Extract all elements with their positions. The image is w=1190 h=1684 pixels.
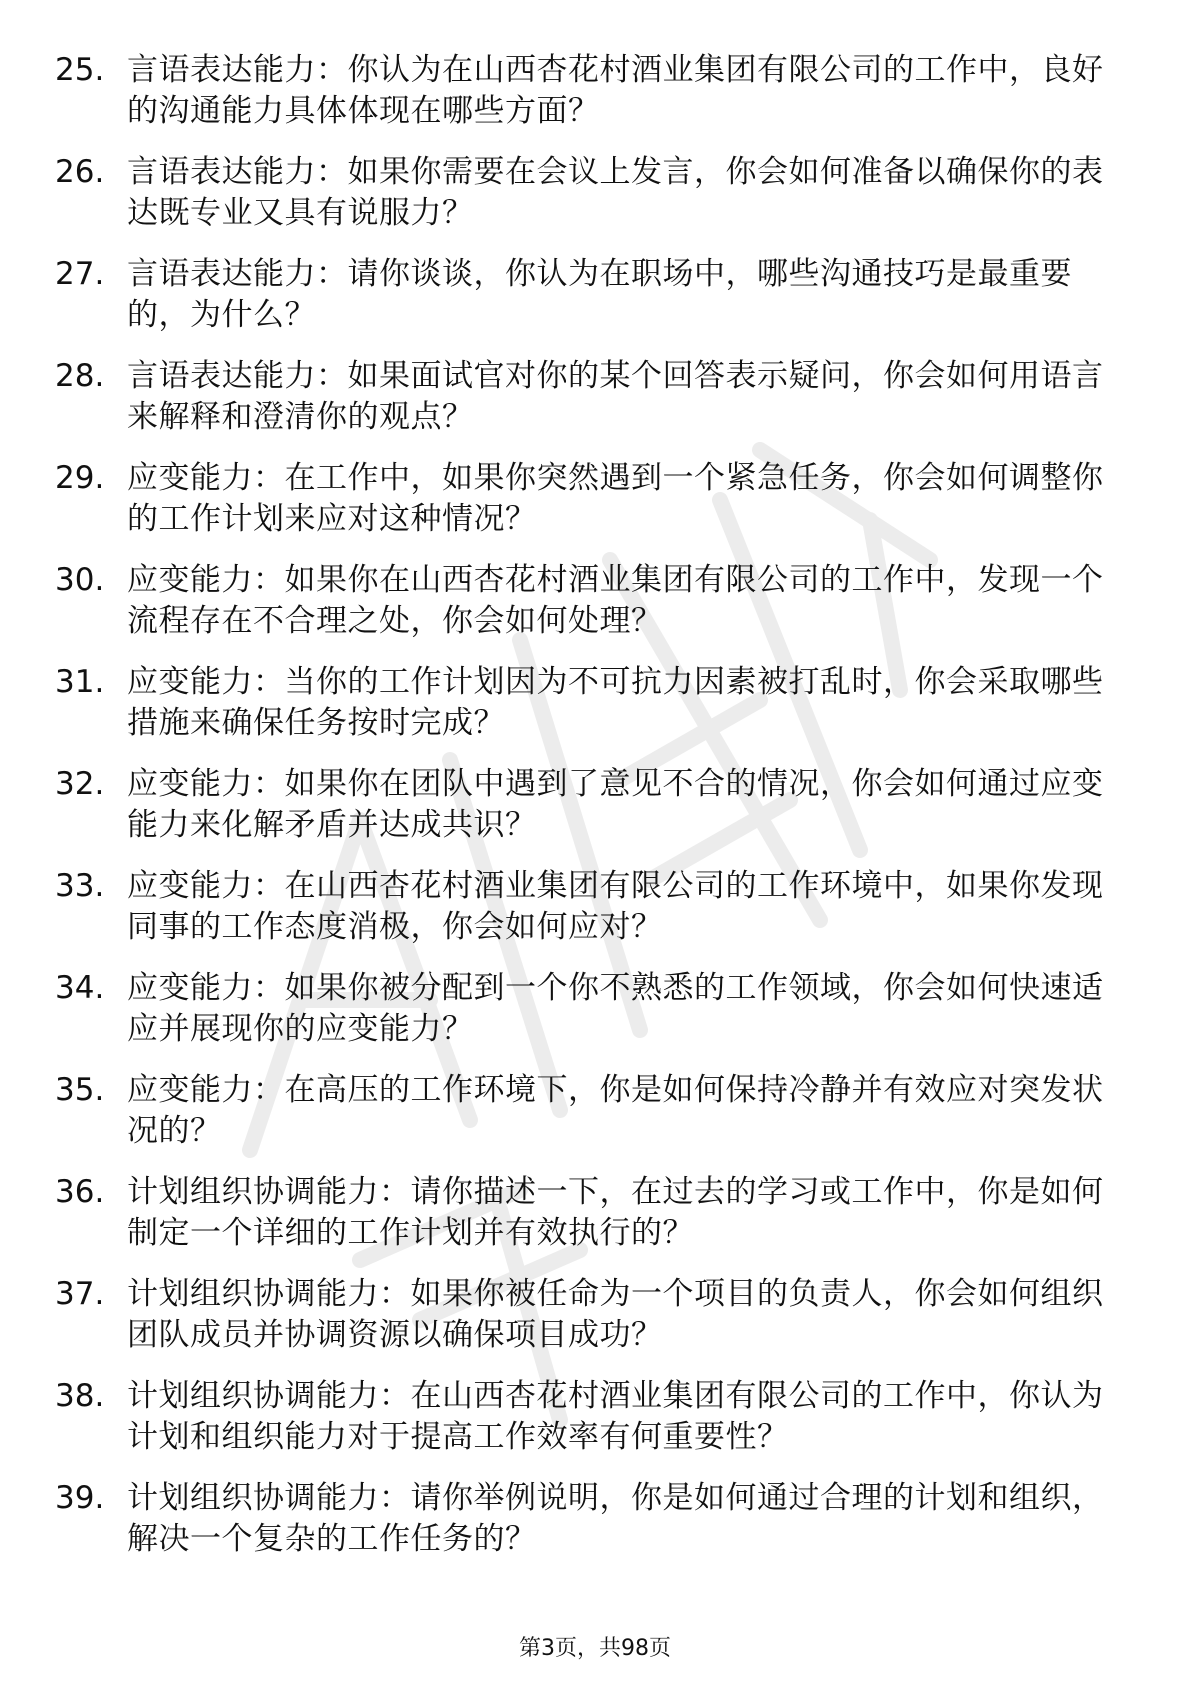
question-item <box>55 560 1115 662</box>
question-item <box>55 50 1115 152</box>
question-number: 28. <box>55 358 105 394</box>
question-number: 39. <box>55 1480 105 1516</box>
question-number: 31. <box>55 664 105 700</box>
question-item <box>55 662 1115 764</box>
question-number: 38. <box>55 1378 105 1414</box>
question-item <box>55 764 1115 866</box>
question-text: 应变能力：在山西杏花村酒业集团有限公司的工作环境中，如果你发现同事的工作态度消极，你会如何应对？ <box>127 868 1104 945</box>
question-item <box>55 968 1115 1070</box>
question-text: 应变能力：如果你在团队中遇到了意见不合的情况，你会如何通过应变能力来化解矛盾并达成共识？ <box>127 766 1104 843</box>
question-item <box>55 1070 1115 1172</box>
question-number: 32. <box>55 766 105 802</box>
question-text: 应变能力：当你的工作计划因为不可抗力因素被打乱时，你会采取哪些措施来确保任务按时完成？ <box>127 664 1104 741</box>
question-number: 25. <box>55 52 105 88</box>
question-item <box>55 152 1115 254</box>
question-text: 应变能力：在高压的工作环境下，你是如何保持冷静并有效应对突发状况的？ <box>127 1072 1104 1149</box>
question-number: 36. <box>55 1174 105 1210</box>
question-text: 计划组织协调能力：在山西杏花村酒业集团有限公司的工作中，你认为计划和组织能力对于提高工作效率有何重要性？ <box>127 1378 1104 1455</box>
question-text: 计划组织协调能力：请你举例说明，你是如何通过合理的计划和组织，解决一个复杂的工作任务的？ <box>127 1480 1104 1557</box>
question-text: 应变能力：在工作中，如果你突然遇到一个紧急任务，你会如何调整你的工作计划来应对这种情况？ <box>127 460 1104 537</box>
question-text: 言语表达能力：请你谈谈，你认为在职场中，哪些沟通技巧是最重要的，为什么？ <box>127 256 1072 333</box>
question-item <box>55 356 1115 458</box>
page-footer <box>0 1634 1190 1664</box>
question-text: 言语表达能力：如果你需要在会议上发言，你会如何准备以确保你的表达既专业又具有说服力？ <box>127 154 1104 231</box>
question-item <box>55 1376 1115 1478</box>
question-item <box>55 458 1115 560</box>
question-text: 计划组织协调能力：请你描述一下，在过去的学习或工作中，你是如何制定一个详细的工作计划并有效执行的？ <box>127 1174 1104 1251</box>
question-number: 27. <box>55 256 105 292</box>
question-number: 35. <box>55 1072 105 1108</box>
question-text: 计划组织协调能力：如果你被任命为一个项目的负责人，你会如何组织团队成员并协调资源以确保项目成功？ <box>127 1276 1104 1353</box>
question-item <box>55 1478 1115 1580</box>
question-text: 言语表达能力：你认为在山西杏花村酒业集团有限公司的工作中，良好的沟通能力具体体现在哪些方面？ <box>127 52 1104 129</box>
question-item <box>55 866 1115 968</box>
question-number: 29. <box>55 460 105 496</box>
question-number: 34. <box>55 970 105 1006</box>
question-item <box>55 254 1115 356</box>
question-text: 应变能力：如果你在山西杏花村酒业集团有限公司的工作中，发现一个流程存在不合理之处，你会如何处理？ <box>127 562 1104 639</box>
question-text: 应变能力：如果你被分配到一个你不熟悉的工作领域，你会如何快速适应并展现你的应变能力？ <box>127 970 1104 1047</box>
question-number: 26. <box>55 154 105 190</box>
question-number: 37. <box>55 1276 105 1312</box>
question-item <box>55 1172 1115 1274</box>
question-text: 言语表达能力：如果面试官对你的某个回答表示疑问，你会如何用语言来解释和澄清你的观点？ <box>127 358 1104 435</box>
question-list <box>55 50 1115 1580</box>
page-number-label: 第3页，共98页 <box>519 1636 671 1661</box>
question-number: 33. <box>55 868 105 904</box>
question-number: 30. <box>55 562 105 598</box>
question-item <box>55 1274 1115 1376</box>
